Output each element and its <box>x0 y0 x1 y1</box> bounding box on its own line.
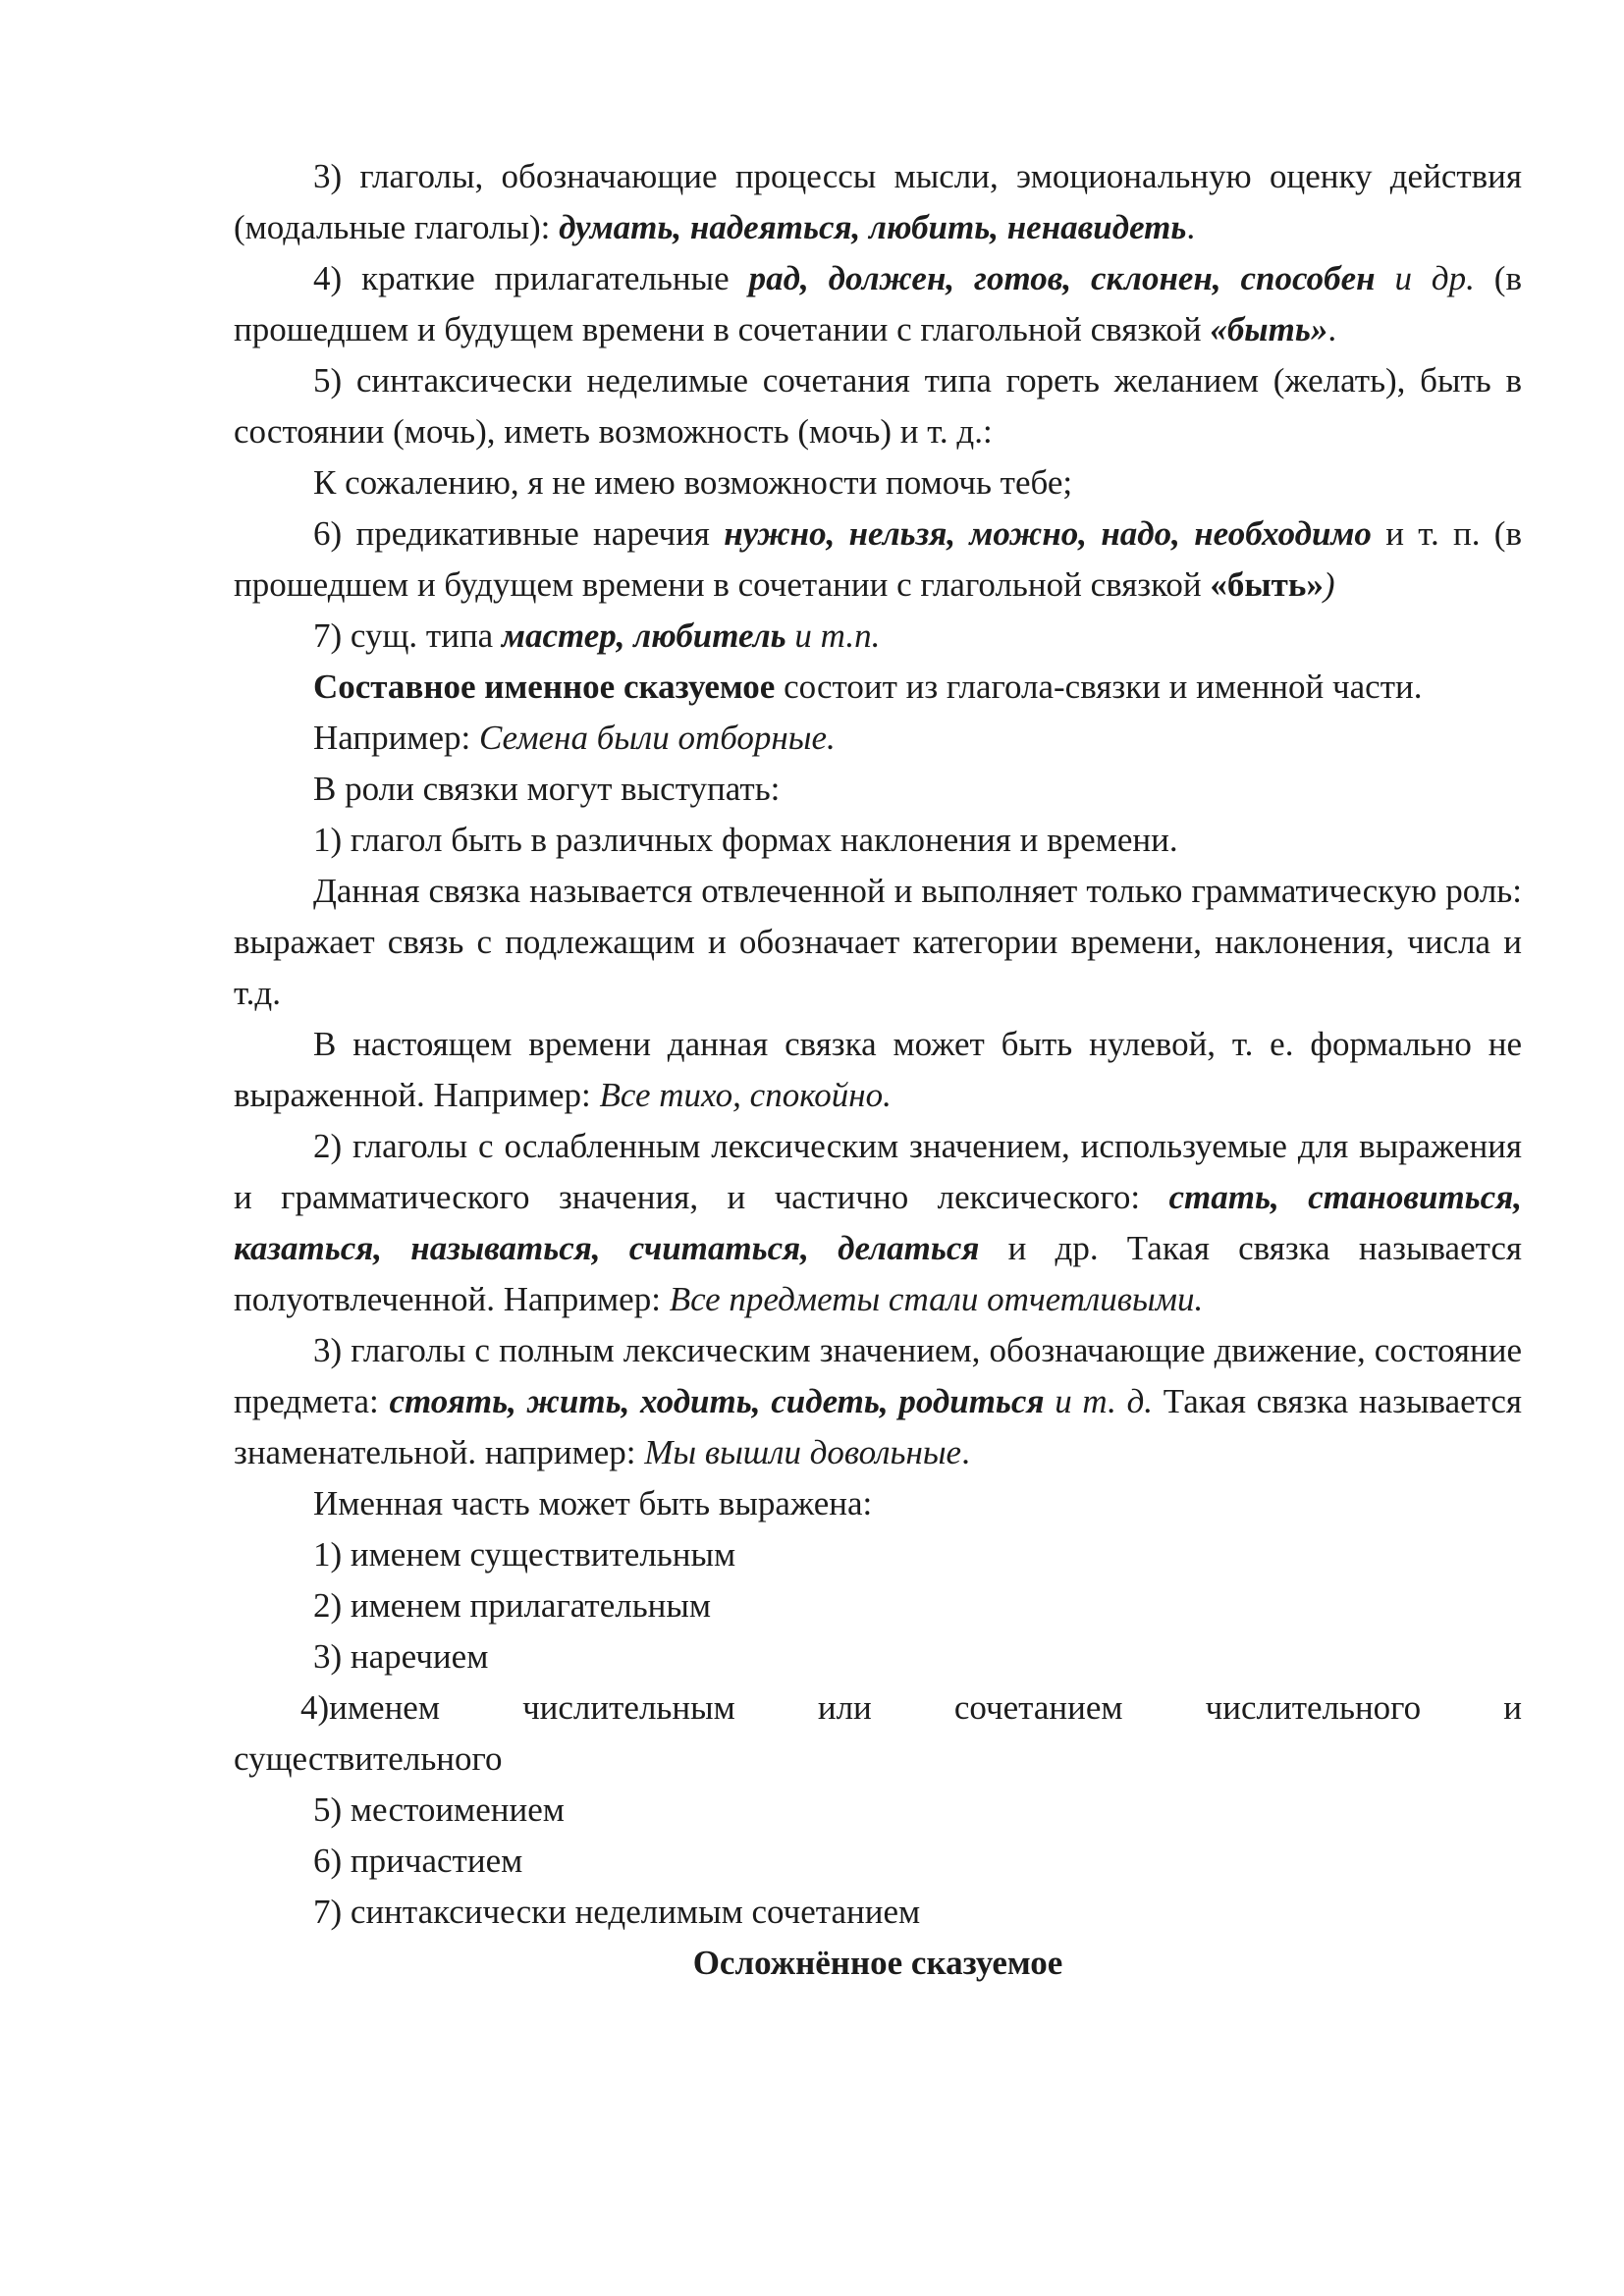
paragraph-text: (в прошедшем и будущем времени в сочетании с глагольной связкой <box>234 259 1522 348</box>
list-item: 1) глагол быть в различных формах наклонения и времени. <box>313 821 1178 859</box>
example-words: рад, должен, готов, склонен, способен <box>748 259 1376 297</box>
example-sentence: Мы вышли довольные <box>644 1433 962 1471</box>
paragraph-text: и т. п. (в прошедшем и будущем времени в сочетании с глагольной связкой <box>234 514 1522 604</box>
list-item-first-line <box>234 1682 1522 1734</box>
link-verb: «быть» <box>1210 565 1324 604</box>
paragraph-compound-nominal <box>234 662 1522 713</box>
paragraph-text: 7) сущ. типа <box>313 616 502 655</box>
word: или <box>817 1688 872 1727</box>
example-sentence: Все тихо, спокойно. <box>599 1076 892 1114</box>
word: и <box>1503 1688 1522 1727</box>
etc-text: и т. д. <box>1044 1382 1154 1420</box>
list-item-continuation: существительного <box>234 1739 503 1778</box>
list-item: 7) синтаксически неделимым сочетанием <box>313 1893 921 1931</box>
example-sentence: К сожалению, я не имею возможности помочь тебе; <box>313 463 1073 502</box>
example-words: стать, становиться, казаться, называться, считаться, делаться <box>234 1178 1522 1267</box>
list-item: 5) местоимением <box>313 1790 565 1829</box>
etc-text: и др. <box>1375 259 1475 297</box>
list-item: 2) именем прилагательным <box>313 1586 712 1625</box>
paragraph-nouns <box>234 611 1522 662</box>
word: числительным <box>522 1688 735 1727</box>
paragraph-predicative-adverbs <box>234 508 1522 611</box>
paragraph-zero-link <box>234 1019 1522 1121</box>
paragraph-abstract-link: Данная связка называется отвлеченной и выполняет только грамматическую роль: выражает связь с подлежащим и обозначает категории времени, наклонения, числа и т.д. <box>234 872 1522 1012</box>
list-item: 6) причастием <box>313 1842 523 1880</box>
example-sentence: Семена были отборные. <box>478 719 836 757</box>
example-words: нужно, нельзя, можно, надо, необходимо <box>724 514 1372 553</box>
list-item: 1) именем существительным <box>313 1535 736 1574</box>
word: числительного <box>1205 1688 1422 1727</box>
word: 4)именем <box>300 1688 440 1727</box>
paragraph-text: В настоящем времени данная связка может быть нулевой, т. е. формально не выраженной. Например: <box>234 1025 1522 1114</box>
list-item: 3) наречием <box>313 1637 489 1676</box>
paragraph-significant-link <box>234 1325 1522 1478</box>
paragraph-short-adjectives <box>234 253 1522 355</box>
paragraph-example <box>234 713 1522 764</box>
term: Составное именное сказуемое <box>313 667 776 706</box>
paragraph-semi-abstract-link <box>234 1121 1522 1325</box>
example-words: думать, надеяться, любить, ненавидеть <box>559 208 1187 246</box>
paragraph-text: Например: <box>313 719 479 757</box>
example-sentence: Все предметы стали отчетливыми. <box>669 1280 1204 1318</box>
word: сочетанием <box>953 1688 1123 1727</box>
paragraph-text: 2) глаголы с ослабленным лексическим значением, используемые для выражения и грамматического значения, и частично лексического: <box>234 1127 1522 1216</box>
paragraph-combinations: 5) синтаксически неделимые сочетания типа гореть желанием (желать), быть в состоянии (мочь), иметь возможность (мочь) и т. д.: <box>234 361 1522 451</box>
example-words: стоять, жить, ходить, сидеть, родиться <box>389 1382 1045 1420</box>
paragraph-text: 4) краткие прилагательные <box>313 259 749 297</box>
punctuation: ) <box>1323 565 1335 604</box>
paragraph-link-roles: В роли связки могут выступать: <box>313 770 781 808</box>
paragraph-text: Такая связка называется знаменательной. например: <box>234 1382 1522 1471</box>
link-verb: «быть» <box>1210 310 1328 348</box>
paragraph-text: 3) глаголы, обозначающие процессы мысли, эмоциональную оценку действия (модальные глаголы): <box>234 157 1522 246</box>
punctuation: . <box>1186 208 1196 246</box>
paragraph-modal-verbs <box>234 151 1522 253</box>
paragraph-text: 6) предикативные наречия <box>313 514 725 553</box>
paragraph-text: состоит из глагола-связки и именной части. <box>775 667 1423 706</box>
punctuation: . <box>961 1433 970 1471</box>
paragraph-nominal-part: Именная часть может быть выражена: <box>313 1484 873 1522</box>
list-item-numeral <box>234 1682 1522 1785</box>
paragraph-text: и др. Такая связка называется полуотвлеченной. Например: <box>234 1229 1522 1318</box>
etc-text: и т.п. <box>785 616 881 655</box>
punctuation: . <box>1327 310 1337 348</box>
section-heading: Осложнённое сказуемое <box>692 1944 1063 1982</box>
paragraph-text: 3) глаголы с полным лексическим значением, обозначающие движение, состояние предмета: <box>234 1331 1522 1420</box>
document-body <box>234 151 1522 1989</box>
example-words: мастер, любитель <box>501 616 786 655</box>
